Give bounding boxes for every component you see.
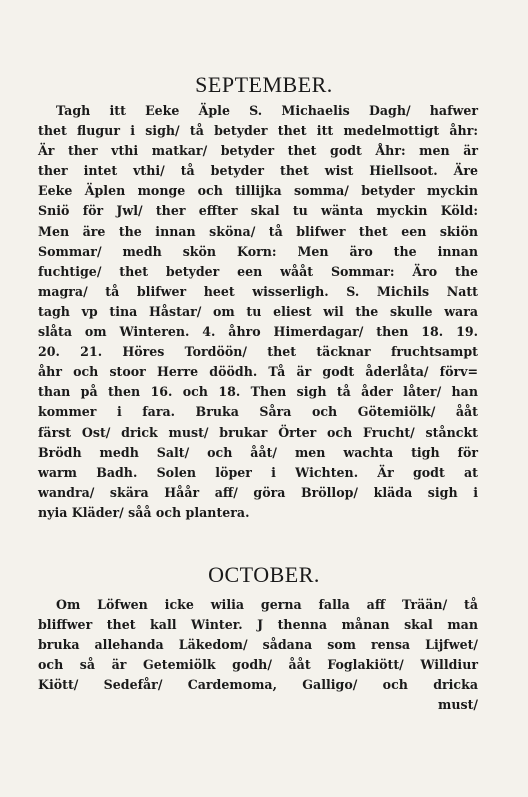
text-line: Sniö för Jwl/ ther effter skal tu wänta myckin Köld: bbox=[38, 203, 478, 219]
text-line: bruka allehanda Läkedom/ sådana som rensa Lijfwet/ bbox=[38, 637, 478, 653]
text-line: fuchtige/ thet betyder een wååt Sommar: Äro the bbox=[38, 263, 478, 279]
text-line: Om Löfwen icke wilia gerna falla aff Trään/ tå bbox=[56, 597, 478, 612]
text-line: magra/ tå blifwer heet wisserligh. S. Michils Natt bbox=[38, 283, 478, 299]
text-line: than på then 16. och 18. Then sigh tå åder låter/ han bbox=[38, 384, 478, 400]
text-line: Eeke Äplen monge och tillijka somma/ betyder myckin bbox=[38, 183, 478, 199]
text-line: must/ bbox=[438, 697, 478, 713]
text-line: nyia Kläder/ såå och plantera. bbox=[38, 504, 250, 520]
text-line: Sommar/ medh skön Korn: Men äro the innan bbox=[38, 243, 478, 259]
september-paragraph bbox=[38, 101, 478, 523]
text-line: kommer i fara. Bruka Såra och Götemiölk/ ååt bbox=[38, 404, 478, 420]
section-heading-september: SEPTEMBER. bbox=[195, 72, 333, 97]
text-line: åhr och stoor Herre döödh. Tå är godt åderlåta/ förv= bbox=[38, 364, 478, 380]
october-paragraph bbox=[38, 595, 478, 716]
text-line: Men äre the innan sköna/ tå blifwer thet een skiön bbox=[38, 223, 478, 239]
text-line: 20. 21. Höres Tordöön/ thet täcknar fruchtsampt bbox=[38, 344, 478, 360]
text-line: Tagh itt Eeke Äple S. Michaelis Dagh/ hafwer bbox=[56, 103, 478, 118]
text-line: och så är Getemiölk godh/ ååt Foglakiött/ Willdiur bbox=[38, 657, 478, 673]
text-line: Kiött/ Sedefår/ Cardemoma, Galligo/ och dricka bbox=[38, 677, 478, 693]
section-heading-october: OCTOBER. bbox=[208, 562, 320, 587]
text-line: wandra/ skära Håår aff/ göra Bröllop/ kläda sigh i bbox=[38, 484, 478, 500]
text-line: tagh vp tina Håstar/ om tu eliest wil the skulle wara bbox=[38, 303, 478, 319]
text-line: Är ther vthi matkar/ betyder thet godt Åhr: men är bbox=[38, 143, 478, 159]
text-line: thet flugur i sigh/ tå betyder thet itt medelmottigt åhr: bbox=[38, 123, 478, 139]
text-line: färst Ost/ drick must/ brukar Örter och Frucht/ stånckt bbox=[38, 424, 478, 440]
text-line: slåta om Winteren. 4. åhro Himerdagar/ then 18. 19. bbox=[38, 324, 478, 340]
text-line: warm Badh. Solen löper i Wichten. Är godt at bbox=[38, 464, 478, 480]
text-line: Brödh medh Salt/ och ååt/ men wachta tigh för bbox=[38, 444, 478, 460]
text-line: bliffwer thet kall Winter. J thenna månan skal man bbox=[38, 617, 478, 633]
text-line: ther intet vthi/ tå betyder thet wist Hiellsoot. Äre bbox=[38, 163, 478, 179]
